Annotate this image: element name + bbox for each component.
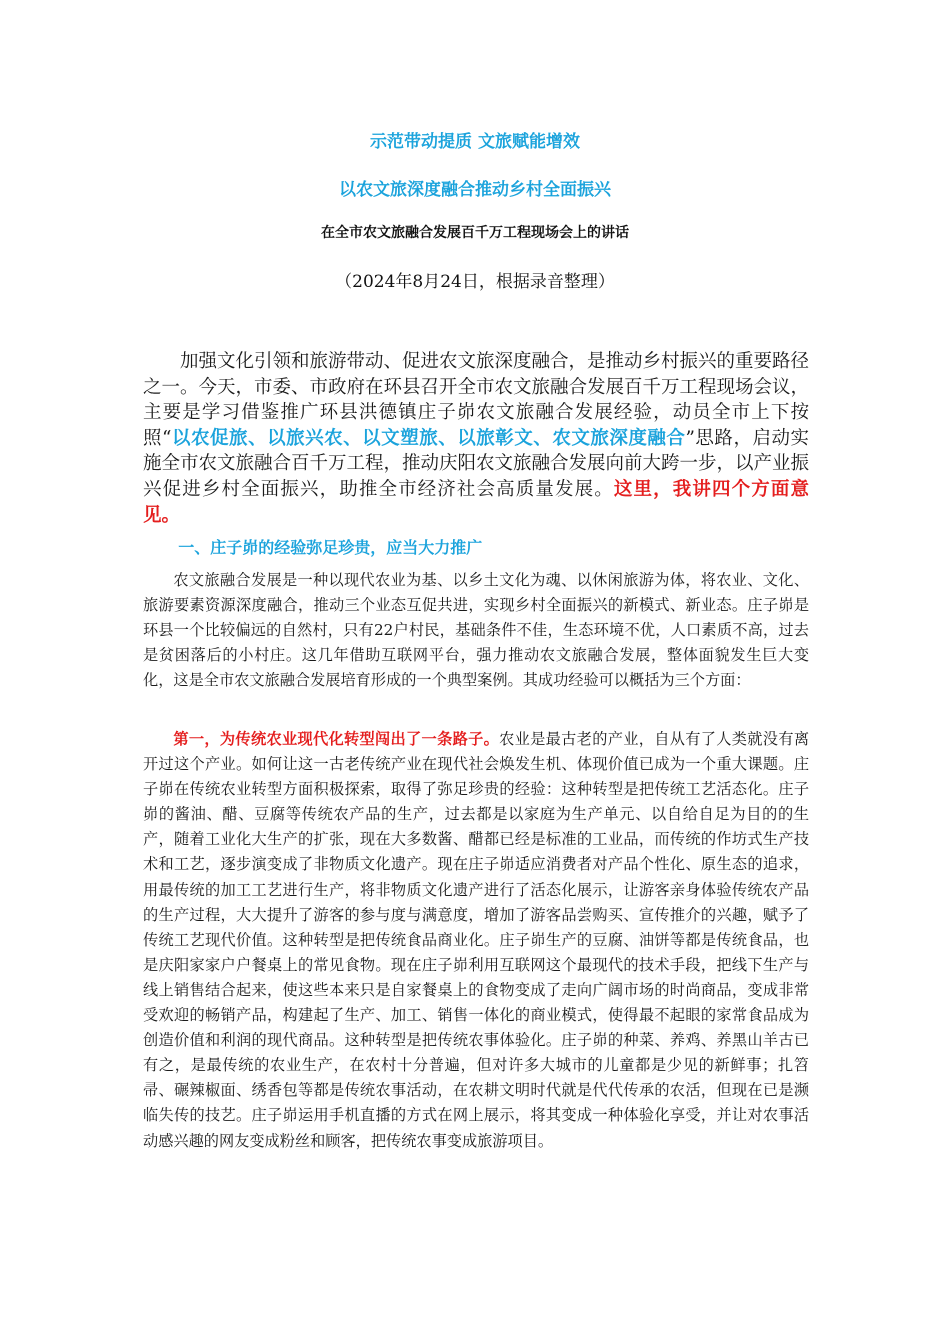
document-subtitle: 在全市农文旅融合发展百千万工程现场会上的讲话	[321, 225, 629, 241]
intro-emphasis: 这里，我讲四个方面意见。	[143, 478, 809, 526]
section1-heading: 一、庄子峁的经验弥足珍贵，应当大力推广	[178, 538, 483, 557]
intro-highlight: 以农促旅、以旅兴农、以文塑旅、以旅彰文、农文旅深度融合	[171, 427, 686, 449]
date-note: （2024年8月24日，根据录音整理）	[335, 272, 615, 292]
intro-text	[143, 349, 809, 528]
body-paragraph-1	[143, 568, 809, 693]
para2-body: 农业是最古老的产业，自从有了人类就没有离开过这个产业。如何让这一古老传统产业在现代社会焕发生机、体现价值已成为一个重大课题。庄子峁在传统农业转型方面积极探索，取得了弥足珍贵的经验：这种转型是把传统工艺活态化。庄子峁的酱油、醋、豆腐等传统农产品的生产，过去都是以家庭为生产单元、以自给自足为目的的生产，随着工业化大生产的扩张，现在大多数酱、醋都已经是标准的工业品，而传统的作坊式生产技术和工艺，逐步演变成了非物质文化遗产。现在庄子峁适应消费者对产品个性化、原生态的追求，用最传统的加工工艺进行生产，将非物质文化遗产进行了活态化展示，让游客亲身体验传统农产品的生产过程，大大提升了游客的参与度与满意度，增加了游客品尝购买、宣传推介的兴趣，赋予了传统工艺现代价值。这种转型是把传统食品商业化。庄子峁生产的豆腐、油饼等都是传统食品，也是庆阳家家户户餐桌上的常见食物。现在庄子峁利用互联网这个最现代的技术手段，把线下生产与线上销售结合起来，使这些本来只是自家餐桌上的食物变成了走向广阔市场的时尚商品，变成非常受欢迎的畅销产品，构建起了生产、加工、销售一体化的商业模式，使得最不起眼的家常食品成为创造价值和利润的现代商品。这种转型是把传统农事体验化。庄子峁的种菜、养鸡、养黑山羊古已有之，是最传统的农业生产，在农村十分普遍，但对许多大城市的儿童都是少见的新鲜事；扎笤帚、碾辣椒面、绣香包等都是传统农事活动，在农耕文明时代就是代代传承的农活，但现在已是濒临失传的技艺。庄子峁运用手机直播的方式在网上展示，将其变成一种体验化享受，并让对农事活动感兴趣的网友变成粉丝和顾客，把传统农事变成旅游项目。	[143, 730, 810, 1150]
intro-part1: 加强文化引领和旅游带动、促进农文旅深度融合，是推动乡村振兴的重要路径之一。今天，市委、市政府在环县召开全市农文旅融合发展百千万工程现场会议，主要是学习借鉴推广环县洪德镇庄子峁农文旅融合发展经验，动员全市上下按照“	[143, 351, 810, 449]
document-title-line2: 以农文旅深度融合推动乡村全面振兴	[339, 180, 611, 200]
document-title-line1: 示范带动提质 文旅赋能增效	[370, 132, 580, 152]
intro-paragraph	[143, 349, 809, 528]
body-paragraph-2	[143, 727, 809, 1154]
para2-lead: 第一，为传统农业现代化转型闯出了一条路子。	[173, 730, 500, 748]
intro-part2: ”思路，启动实施全市农文旅融合百千万工程，推动庆阳农文旅融合发展向前大跨一步，以产业振兴促进乡村全面振兴，助推全市经济社会高质量发展。	[143, 427, 810, 500]
para2-text	[143, 727, 809, 1154]
para1-text: 农文旅融合发展是一种以现代农业为基、以乡土文化为魂、以休闲旅游为体，将农业、文化、旅游要素资源深度融合，推动三个业态互促共进，实现乡村全面振兴的新模式、新业态。庄子峁是环县一个比较偏远的自然村，只有22户村民，基础条件不佳，生态环境不优，人口素质不高，过去是贫困落后的小村庄。这几年借助互联网平台，强力推动农文旅融合发展，整体面貌发生巨大变化，这是全市农文旅融合发展培育形成的一个典型案例。其成功经验可以概括为三个方面：	[143, 571, 809, 690]
